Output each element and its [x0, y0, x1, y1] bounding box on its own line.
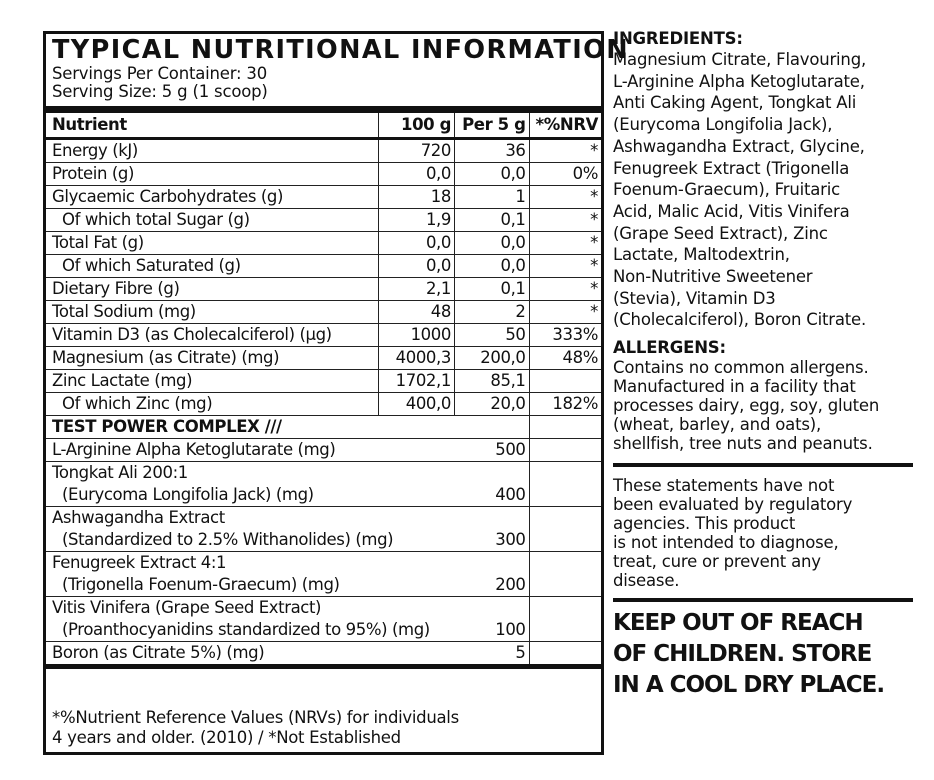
value-per-serving: 0,1 [454, 209, 529, 232]
complex-title: TEST POWER COMPLEX /// [52, 417, 282, 436]
servings-per-container: Servings Per Container: 30 [52, 64, 268, 83]
value-per-serving: 50 [454, 324, 529, 347]
value-nrv: * [529, 255, 601, 278]
nutrient-name: Energy (kJ) [52, 141, 138, 160]
nutrient-name: Total Fat (g) [52, 233, 144, 252]
complex-amount: 200 [495, 575, 526, 594]
disclaimer-text: These statements have not been evaluated by regulatory agencies. This product is not intended to diagnose, treat, cure or prevent any disease. [613, 476, 853, 591]
value-nrv: 182% [529, 393, 601, 416]
disclaimer-section [613, 476, 913, 590]
panel-title: TYPICAL NUTRITIONAL INFORMATION [52, 35, 629, 65]
nutrient-name: Of which Zinc (mg) [62, 394, 213, 413]
table-row [46, 209, 601, 232]
value-nrv: * [529, 209, 601, 232]
ingredients-section [613, 28, 913, 331]
complex-ingredient: L-Arginine Alpha Ketoglutarate (mg) [52, 440, 336, 459]
table-row [46, 347, 601, 370]
column-header-per-100g: 100 g [378, 110, 454, 139]
value-per-serving: 2 [454, 301, 529, 324]
value-per-serving: 200,0 [454, 347, 529, 370]
storage-warning: KEEP OUT OF REACH OF CHILDREN. STORE IN A COOL DRY PLACE. [613, 610, 885, 699]
ingredients-list: Magnesium Citrate, Flavouring, L-Arginine Alpha Ketoglutarate, Anti Caking Agent, Tongkat Ali (Eurycoma Longifolia Jack), Ashwagandha Extract, Glycine, Fenugreek Extract (Trigonella Foenum-Graecum), Fruitaric Acid, Malic Acid, Vitis Vinifera (Grape Seed Extract), Zinc Lactate, Maltodextrin, Non-Nutritive Sweetener (Stevia), Vitamin D3 (Cholecalciferol), Boron Citrate. [613, 50, 867, 330]
value-per-100g: 1000 [378, 324, 454, 347]
value-per-100g: 2,1 [378, 278, 454, 301]
value-per-100g: 720 [378, 139, 454, 163]
allergens-text: Contains no common allergens. Manufactured in a facility that processes dairy, egg, soy, gluten (wheat, barley, and oats), shellfish, tree nuts and peanuts. [613, 358, 880, 454]
table-row [46, 278, 601, 301]
value-nrv: * [529, 301, 601, 324]
complex-ingredient: Boron (as Citrate 5%) (mg) [52, 643, 265, 662]
value-per-serving: 85,1 [454, 370, 529, 393]
allergens-section [613, 337, 913, 453]
value-nrv: * [529, 139, 601, 163]
value-per-serving: 0,0 [454, 255, 529, 278]
complex-row [46, 462, 601, 507]
value-per-serving: 0,0 [454, 232, 529, 255]
table-header-row [46, 110, 601, 139]
value-nrv: 0% [529, 163, 601, 186]
complex-ingredient: Ashwagandha Extract (Standardized to 2.5% Withanolides) (mg) [52, 508, 394, 549]
nutrient-name: Dietary Fibre (g) [52, 279, 180, 298]
complex-row [46, 642, 601, 667]
value-per-serving: 1 [454, 186, 529, 209]
table-row [46, 393, 601, 416]
column-header-per-serving: Per 5 g [454, 110, 529, 139]
nrv-footnote: *%Nutrient Reference Values (NRVs) for individuals 4 years and older. (2010) / *Not Established [52, 708, 459, 747]
nutrient-name: Glycaemic Carbohydrates (g) [52, 187, 284, 206]
complex-row [46, 507, 601, 552]
complex-ingredient: Tongkat Ali 200:1 (Eurycoma Longifolia Jack) (mg) [52, 463, 314, 504]
complex-amount: 5 [515, 643, 526, 662]
nutrient-name: Magnesium (as Citrate) (mg) [52, 348, 280, 367]
ingredients-heading: INGREDIENTS: [613, 29, 743, 48]
complex-ingredient: Vitis Vinifera (Grape Seed Extract) (Proanthocyanidins standardized to 95%) (mg) [52, 598, 430, 639]
column-header-nutrient: Nutrient [52, 115, 127, 134]
nutrition-facts-panel [43, 31, 629, 755]
value-nrv: * [529, 186, 601, 209]
complex-header-row [46, 416, 601, 439]
value-nrv: 48% [529, 347, 601, 370]
value-per-100g: 1702,1 [378, 370, 454, 393]
table-row [46, 139, 601, 163]
nutrient-name: Of which total Sugar (g) [62, 210, 250, 229]
complex-amount: 300 [495, 530, 526, 549]
info-column [613, 28, 913, 701]
value-per-100g: 0,0 [378, 163, 454, 186]
value-nrv: * [529, 232, 601, 255]
value-nrv: * [529, 278, 601, 301]
nutrition-table [46, 106, 601, 669]
complex-amount: 100 [495, 620, 526, 639]
complex-row [46, 597, 601, 642]
value-per-serving: 36 [454, 139, 529, 163]
nutrient-name: Protein (g) [52, 164, 135, 183]
value-per-serving: 0,1 [454, 278, 529, 301]
complex-amount: 500 [495, 440, 526, 459]
table-row [46, 324, 601, 347]
nutrient-name: Zinc Lactate (mg) [52, 371, 193, 390]
value-per-100g: 400,0 [378, 393, 454, 416]
value-per-serving: 20,0 [454, 393, 529, 416]
table-row [46, 186, 601, 209]
table-row [46, 232, 601, 255]
table-row [46, 301, 601, 324]
allergens-heading: ALLERGENS: [613, 338, 726, 358]
complex-row [46, 552, 601, 597]
table-row [46, 255, 601, 278]
value-per-100g: 0,0 [378, 232, 454, 255]
serving-size: Serving Size: 5 g (1 scoop) [52, 82, 268, 101]
value-nrv: 333% [529, 324, 601, 347]
value-nrv [529, 370, 601, 393]
value-per-serving: 0,0 [454, 163, 529, 186]
value-per-100g: 48 [378, 301, 454, 324]
complex-row [46, 439, 601, 462]
table-row [46, 163, 601, 186]
nutrient-name: Vitamin D3 (as Cholecalciferol) (µg) [52, 325, 332, 344]
value-per-100g: 1,9 [378, 209, 454, 232]
value-per-100g: 4000,3 [378, 347, 454, 370]
value-per-100g: 18 [378, 186, 454, 209]
value-per-100g: 0,0 [378, 255, 454, 278]
complex-amount: 400 [495, 485, 526, 504]
column-header-nrv: *%NRV [529, 110, 601, 139]
nutrient-name: Of which Saturated (g) [62, 256, 241, 275]
table-row [46, 370, 601, 393]
complex-ingredient: Fenugreek Extract 4:1 (Trigonella Foenum-Graecum) (mg) [52, 553, 340, 594]
divider [613, 598, 913, 602]
divider [613, 463, 913, 467]
nutrient-name: Total Sodium (mg) [52, 302, 196, 321]
